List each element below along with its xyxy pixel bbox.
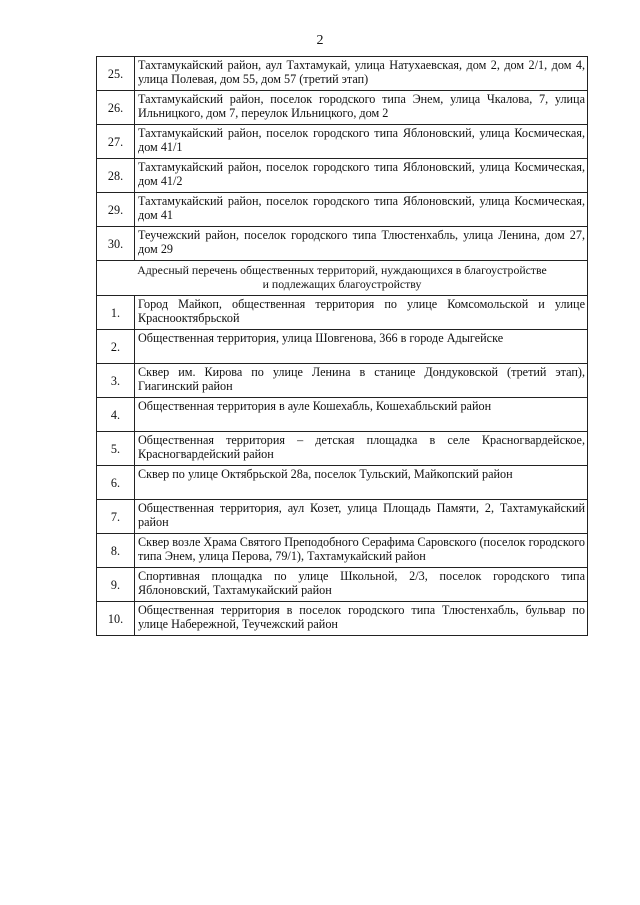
row-address: Город Майкоп, общественная территория по улице Комсомольской и улице Краснооктябрьской	[135, 296, 588, 330]
section-heading-row	[97, 261, 588, 296]
section-heading-line-2: и подлежащих благоустройству	[262, 277, 422, 291]
row-number: 5.	[97, 432, 135, 466]
row-address: Общественная территория, улица Шовгенова, 366 в городе Адыгейске	[135, 330, 588, 364]
row-number: 10.	[97, 602, 135, 636]
table-row	[97, 602, 588, 636]
table-row	[97, 398, 588, 432]
row-number: 8.	[97, 534, 135, 568]
page-number: 2	[316, 33, 324, 48]
table-row	[97, 227, 588, 261]
row-number: 4.	[97, 398, 135, 432]
row-number: 2.	[97, 330, 135, 364]
public-territory-rows	[97, 296, 588, 636]
table-row	[97, 500, 588, 534]
row-address: Общественная территория, аул Козет, улица Площадь Памяти, 2, Тахтамукайский район	[135, 500, 588, 534]
table-row	[97, 125, 588, 159]
row-number: 6.	[97, 466, 135, 500]
table-row	[97, 568, 588, 602]
row-number: 25.	[97, 57, 135, 91]
row-number: 28.	[97, 159, 135, 193]
table-row	[97, 57, 588, 91]
row-number: 3.	[97, 364, 135, 398]
row-number: 29.	[97, 193, 135, 227]
row-address: Теучежский район, поселок городского типа Тлюстенхабль, улица Ленина, дом 27, дом 29	[135, 227, 588, 261]
section-heading	[97, 261, 588, 296]
row-address: Тахтамукайский район, поселок городского типа Яблоновский, улица Космическая, дом 41/2	[135, 159, 588, 193]
table-row	[97, 432, 588, 466]
row-address: Тахтамукайский район, аул Тахтамукай, улица Натухаевская, дом 2, дом 2/1, дом 4, улица Полевая, дом 55, дом 57 (третий этап)	[135, 57, 588, 91]
row-number: 1.	[97, 296, 135, 330]
table-row	[97, 91, 588, 125]
table-row	[97, 296, 588, 330]
section-heading-line-1: Адресный перечень общественных территорий, нуждающихся в благоустройстве	[137, 263, 547, 277]
row-number: 30.	[97, 227, 135, 261]
row-address: Сквер им. Кирова по улице Ленина в станице Дондуковской (третий этап), Гиагинский район	[135, 364, 588, 398]
row-address: Сквер возле Храма Святого Преподобного Серафима Саровского (поселок городского типа Энем, улица Перова, 79/1), Тахтамукайский район	[135, 534, 588, 568]
table-row	[97, 534, 588, 568]
row-address: Тахтамукайский район, поселок городского типа Яблоновский, улица Космическая, дом 41	[135, 193, 588, 227]
row-address: Общественная территория в ауле Кошехабль, Кошехабльский район	[135, 398, 588, 432]
row-address: Общественная территория – детская площадка в селе Красногвардейское, Красногвардейский район	[135, 432, 588, 466]
row-number: 26.	[97, 91, 135, 125]
row-address: Тахтамукайский район, поселок городского типа Энем, улица Чкалова, 7, улица Ильницкого, дом 7, переулок Ильницкого, дом 2	[135, 91, 588, 125]
table-row	[97, 193, 588, 227]
table-row	[97, 364, 588, 398]
table-row	[97, 159, 588, 193]
row-number: 9.	[97, 568, 135, 602]
table-row	[97, 466, 588, 500]
row-number: 27.	[97, 125, 135, 159]
row-address: Общественная территория в поселок городского типа Тлюстенхабль, бульвар по улице Набережной, Теучежский район	[135, 602, 588, 636]
row-number: 7.	[97, 500, 135, 534]
row-address: Сквер по улице Октябрьской 28а, поселок Тульский, Майкопский район	[135, 466, 588, 500]
yard-rows	[97, 57, 588, 261]
row-address: Спортивная площадка по улице Школьной, 2/3, поселок городского типа Яблоновский, Тахтамукайский район	[135, 568, 588, 602]
address-list-table	[96, 56, 588, 636]
row-address: Тахтамукайский район, поселок городского типа Яблоновский, улица Космическая, дом 41/1	[135, 125, 588, 159]
table-row	[97, 330, 588, 364]
